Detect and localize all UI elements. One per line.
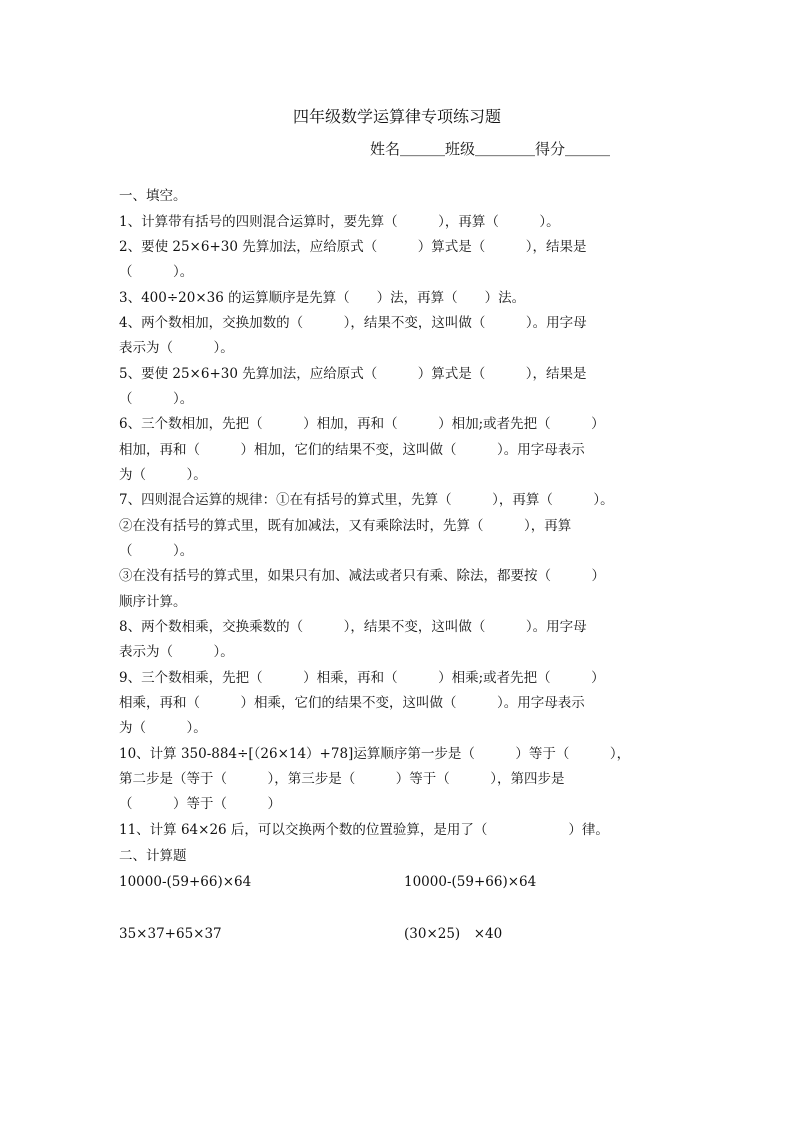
question-line: 9、三个数相乘，先把（ ）相乘，再和（ ）相乘;或者先把（ ） [119, 670, 605, 686]
question-line: 8、两个数相乘，交换乘数的（ ），结果不变，这叫做（ ）。用字母 [119, 619, 587, 635]
calculation-problem: 35×37+65×37 [119, 926, 222, 942]
question-line: 顺序计算。 [119, 594, 187, 610]
question-line: （ ）。 [119, 264, 194, 280]
question-line: ③在没有括号的算式里，如果只有加、减法或者只有乘、除法，都要按（ ） [119, 568, 605, 584]
question-line: 7、四则混合运算的规律：①在有括号的算式里，先算（ ），再算（ ）。 [119, 492, 614, 508]
calculation-problem: (30×25) ×40 [404, 926, 503, 942]
calculation-problem: 10000-(59+66)×64 [404, 874, 537, 890]
student-info-line: 姓名＿＿＿班级＿＿＿＿得分＿＿＿ [370, 140, 611, 158]
question-line: 为（ ）。 [119, 467, 207, 483]
question-line: ②在没有括号的算式里，既有加减法，又有乘除法时，先算（ ），再算 [119, 518, 572, 534]
question-line: 相加，再和（ ）相加，它们的结果不变，这叫做（ ）。用字母表示 [119, 442, 585, 458]
question-line: 3、400÷20×36 的运算顺序是先算（ ）法，再算（ ）法。 [119, 290, 526, 306]
page-title: 四年级数学运算律专项练习题 [292, 107, 501, 126]
question-line: 为（ ）。 [119, 720, 207, 736]
question-line: （ ）等于（ ） [119, 796, 281, 812]
question-line: 4、两个数相加，交换加数的（ ），结果不变，这叫做（ ）。用字母 [119, 315, 587, 331]
question-line: 第二步是（等于（ ），第三步是（ ）等于（ ），第四步是 [119, 771, 565, 787]
question-line: （ ）。 [119, 391, 194, 407]
question-line: 表示为（ ）。 [119, 644, 234, 660]
question-line: 10、计算 350-884÷[（26×14）+78]运算顺序第一步是（ ）等于（ ）， [119, 746, 631, 762]
section-heading-calculation: 二、计算题 [119, 848, 187, 864]
question-line: 1、计算带有括号的四则混合运算时，要先算（ ），再算（ ）。 [119, 214, 560, 230]
question-line: （ ）。 [119, 543, 194, 559]
section-heading-fill-in: 一、填空。 [119, 188, 187, 204]
question-line: 5、要使 25×6+30 先算加法，应给原式（ ）算式是（ ），结果是 [119, 366, 587, 382]
question-line: 6、三个数相加，先把（ ）相加，再和（ ）相加;或者先把（ ） [119, 416, 605, 432]
question-line: 表示为（ ）。 [119, 340, 234, 356]
question-line: 相乘，再和（ ）相乘，它们的结果不变，这叫做（ ）。用字母表示 [119, 695, 585, 711]
calculation-problem: 10000-(59+66)×64 [119, 874, 252, 890]
question-line: 2、要使 25×6+30 先算加法，应给原式（ ）算式是（ ），结果是 [119, 239, 587, 255]
question-line: 11、计算 64×26 后，可以交换两个数的位置验算，是用了（ ）律。 [119, 822, 609, 838]
